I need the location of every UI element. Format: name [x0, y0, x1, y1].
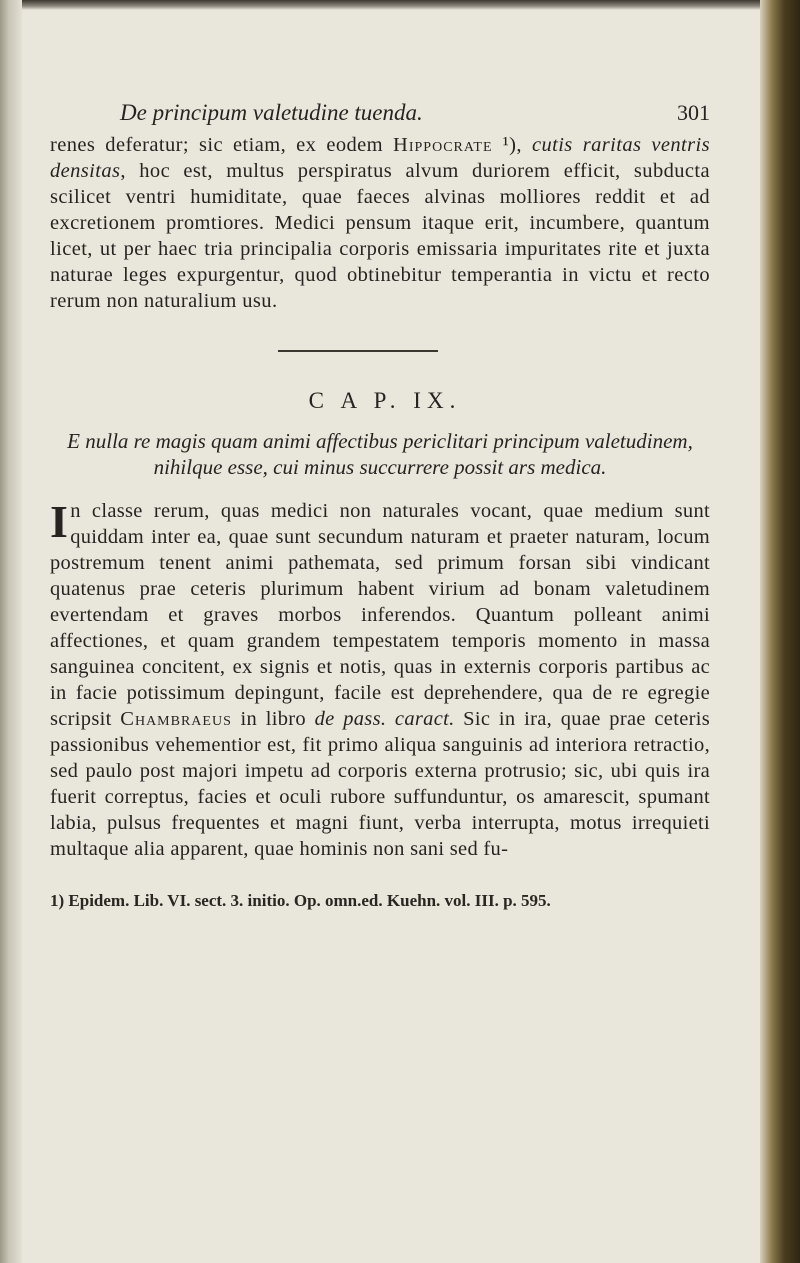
italic-phrase: de pass. caract.: [314, 708, 455, 730]
page-right-edge: [760, 0, 800, 1263]
author-name: Hippocrate: [393, 134, 493, 156]
text-segment: Sic in ira, quae prae ceteris passionibus vehementior est, fit primo aliqua sanguinis ad interiora retractio, sed paulo post majori impetu ad corporis externa protrusio; sic, ubi quis ira fuerit correptus, facies et oculi rubore suffunduntur, os amarescit, spumant labia, pulsus frequentes et magni fiunt, verba interrupta, motus irrequieti multaque alia apparent, quae hominis non sani sed fu-: [50, 708, 710, 860]
running-head: De principum valetudine tuenda.: [120, 100, 423, 125]
section-divider: [278, 350, 438, 352]
author-name: Chambraeus: [120, 708, 232, 730]
italic-phrase: cutis raritas ventris densitas: [50, 134, 710, 182]
text-segment: renes deferatur; sic etiam, ex eodem: [50, 134, 394, 156]
top-paragraph: [50, 132, 710, 314]
page-number: 301: [677, 100, 710, 125]
text-segment: in libro: [231, 708, 315, 730]
text-segment: ¹),: [492, 134, 532, 156]
main-paragraph: [50, 498, 710, 862]
chapter-heading: C A P. IX.: [308, 388, 462, 413]
page-top-shadow: [0, 0, 800, 10]
text-segment: n classe rerum, quas medici non naturales vocant, quae medium sunt quiddam inter ea, quae sunt secundum naturam et praeter naturam, locum postremum tenent animi pathemata, sed primum forsan sibi vindicant quatenus prae ceteris plurimum habent virium ad bonam valetudinem evertendam et graves morbos inferendos. Quantum polleant animi affectiones, et quam grandem tempestatem temporis momento in massa sanguinea concitent, ex signis et notis, quas in externis corporis partibus ac in facie potissimum depingunt, facile est deprehendere, qua de re egregie scripsit: [50, 500, 710, 730]
page-header: [50, 92, 740, 132]
book-binding-edge: [0, 0, 22, 1263]
chapter-summary: E nulla re magis quam animi affectibus periclitari principum valetudinem, nihilque esse, cui minus succurrere possit ars medica.: [67, 429, 693, 479]
text-segment: , hoc est, multus perspiratus alvum duriorem efficit, subducta scilicet ventri humiditate, quae faeces alvinas molliores reddit et ad excretionem promtiores. Medici pensum itaque erit, incumbere, quantum licet, ut per haec tria principalia corporis emissaria impuritates rite et juxta naturae leges expurgentur, quod obtinebitur temperantia in victu et recto rerum non naturalium usu.: [50, 160, 710, 312]
drop-cap: I: [50, 496, 69, 547]
footnote: 1) Epidem. Lib. VI. sect. 3. initio. Op. omn.ed. Kuehn. vol. III. p. 595.: [50, 891, 551, 910]
book-page: [50, 92, 740, 912]
